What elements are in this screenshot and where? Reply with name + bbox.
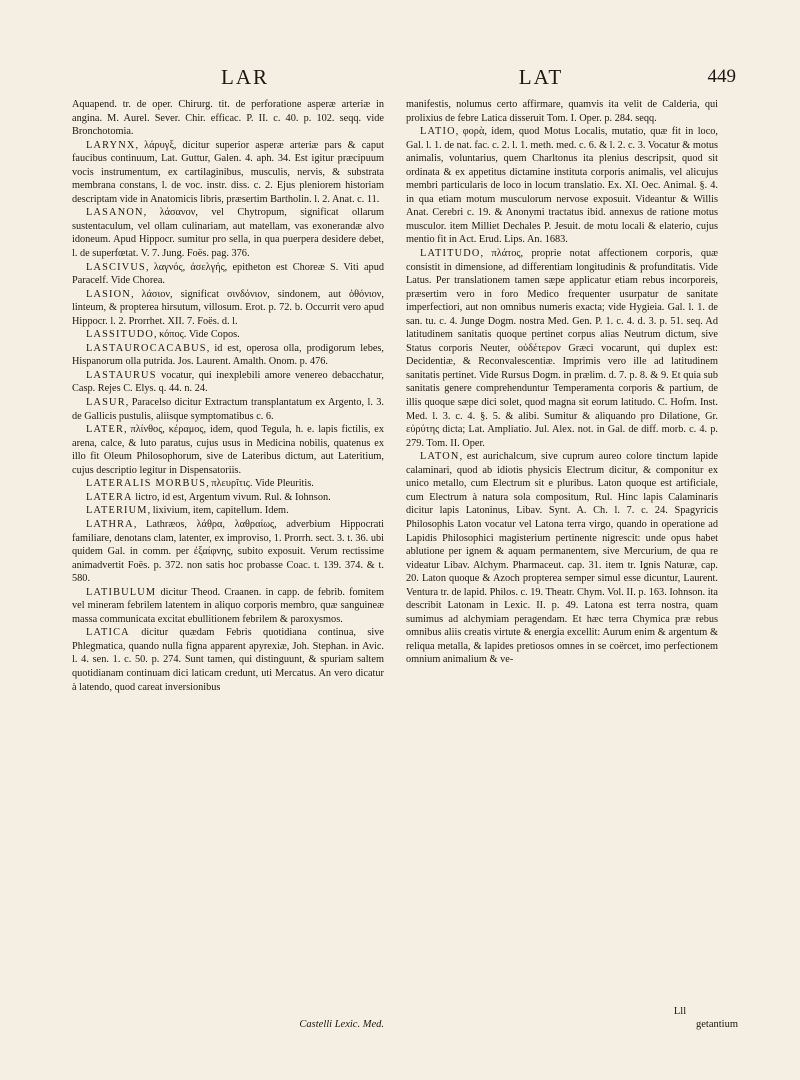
- entry-text: dicitur quædam Febris quotidiana continua, sive Phlegmatica, quando nulla figna apparent apyrexiæ, Joh. Stephan. in Avic. l. 4. sen. 1. c. 50. p. 274. Sunt tamen, qui distinguunt, & spuriam saltem quotidianam continuam dici laticam credunt, uti Mercatus. An vero dicatur à latendo, quod careat inversionibus: [72, 627, 384, 693]
- entry-text: Aquapend. tr. de oper. Chirurg. tit. de perforatione asperæ arteriæ in angina. M. Aurel. Sever. Chir. efficac. P. II. c. 40. p. 102. seqq. vide Bronchotomia.: [72, 99, 384, 138]
- entry-text: , κόπος. Vide Copos.: [154, 329, 240, 341]
- entry-headword: LATERALIS MORBUS: [86, 478, 207, 490]
- entry-text: vocatur, qui inexplebili amore venereo debacchatur, Casp. Rejes C. Elys. q. 44. n. 24.: [72, 369, 384, 395]
- dictionary-entry: [72, 504, 384, 518]
- entry-text: , est aurichalcum, sive cuprum aureo colore tinctum lapide calaminari, quod ab idiotis physicis Electrum dicitur, & componitur ex unico metallo, cum Electrum sit e pluribus. Laton quoque est artificiale, cum Electrum à natura sola compositum, Rul. Hinc lapis Calaminaris dicitur lapis Latoninus, Libav. Synt. A. Ch. l. 7. c. 24. Spagyricis Philosophis Laton vocatur vel Latona terra virgo, quando in operatione ad Lapidis Philosophici magisterium pertinente nigrescit: unde opus habet ablutione per ignem & aquam permanentem, sive Mercurium, de qua re videatur Libav. Alchym. Pharmaceut. cap. 31. item tr. Ignis Naturæ, cap. 20. Laton quoque & Azoch propterea semper simul esse dicuntur, Laurent. Ventura tr. de lapid. Philos. c. 19. Theatr. Chym. Vol. II. p. 163. Iohnson. ita describit Latonam in Lexic. II. p. 49. Latona est terra nostra, quam sumimus ad alchymiam peragendam. Et hæc terra Chymica præ rebus omnibus aliis creatis virtute & energia excellit: Aurum enim & argentum & reliqua metalla, & lapides pretiosos omnes in se coërcet, imo perfectionem omnium animalium & ve-: [406, 451, 718, 666]
- entry-headword: LASSITUDO: [86, 329, 155, 341]
- entry-text: , lixivium, item, capitellum. Idem.: [147, 505, 289, 517]
- dictionary-entry: [72, 342, 384, 369]
- dictionary-entry: [72, 98, 384, 139]
- entry-text: , Paracelso dicitur Extractum transplantatum ex Argento, l. 3. de Gallicis pustulis, aliisque symptomatibus c. 6.: [72, 397, 384, 422]
- dictionary-entry: [72, 261, 384, 288]
- dictionary-entry: [72, 423, 384, 477]
- dictionary-entry: [72, 491, 384, 505]
- signature-mark: Lll: [673, 1006, 687, 1017]
- running-title-footer: Castelli Lexic. Med.: [299, 1019, 384, 1030]
- entry-headword: LASION: [86, 288, 131, 300]
- entry-headword: LATERIUM: [86, 505, 148, 517]
- entry-headword: LASANON: [86, 207, 144, 219]
- entry-headword: LATHRA: [86, 518, 134, 530]
- dictionary-entry: [406, 450, 718, 667]
- entry-text: , πλευρῖτις. Vide Pleuritis.: [206, 478, 314, 490]
- entry-headword: LATER: [86, 424, 125, 436]
- entry-text: , πλίνθος, κέραμος, idem, quod Tegula, h. e. lapis fictilis, ex arena, calce, & luto paratus, cujus usus in Medicina nobilis, quatenus ex illo fit Oleum Philosophorum, sive de Lateribus dictum, aut Lateritium, cujus descriptio legitur in Dispensatoriis.: [72, 424, 384, 476]
- dictionary-entry: [72, 139, 384, 207]
- entry-headword: LATIO: [420, 126, 456, 138]
- entry-headword: LARYNX: [86, 139, 136, 151]
- entry-headword: LATICA: [86, 627, 130, 639]
- entry-text: , λάσανον, vel Chytropum, significat ollarum sustentaculum, vel ollam culinariam, aut matellam, vas exonerandæ alvo idoneum. Apud Hippocr. sumitur pro sella, in qua puerpera desidere debet, l. de superfœtat. V. 7. Jung. Foës. pag. 376.: [72, 207, 384, 260]
- entry-headword: LATERA: [86, 491, 133, 503]
- running-head-left: LAR: [221, 65, 269, 89]
- entry-text: , φορὰ, idem, quod Motus Localis, mutatio, quæ fit in loco, Gal. l. 1. de nat. fac. c. 2. l. 1. meth. med. c. 6. & l. 2. c. 3. Vocatur & motus animalis, voluntarius, quem Charltonus ita plenius descripsit, quod sit ordinata & ex appetitus dictamine instituta corporis animalis, vel alicujus membri particularis de loco in locum translatio. Ex. XI. Oec. Animal. §. 4. in qua etiam motum musculorum nervose exposuit. Videantur & Willis Anat. Cerebri c. 19. & Anonymi tractatus ibid. annexus de ratione motus musculor. item Milliet Dechales P. Jesuit. de motu locali & elaterio, cujus mentio fit in Act. Erud. Lips. An. 1683.: [406, 126, 718, 246]
- entry-headword: LATIBULUM: [86, 586, 157, 598]
- entry-text: manifestis, nolumus certo affirmare, quamvis ita velit de Calderia, qui prolixius de febre Latica disseruit Tom. I. Oper. p. 284. seqq.: [406, 99, 718, 124]
- dictionary-entry: [72, 518, 384, 586]
- dictionary-entry: [72, 626, 384, 694]
- left-column: [72, 98, 384, 694]
- entry-headword: LASCIVUS: [86, 261, 146, 273]
- entry-text: , πλάτος, proprie notat affectionem corporis, quæ consistit in dimensione, ad differentiam longitudinis & profunditatis. Vide Latus. Per translationem tamen sæpe applicatur etiam rebus incorporeis, præsertim vero in foro Medico frequenter usurpatur de sanitate imperfectiori, aut non omnibus numeris exacta; vide Hygieia. Gal. l. 1. de san. tu. c. 4. Junge Dogm. nostra Med. Gen. P. 1. c. 4. d. 3. p. 51. seq. Ad latitudinem sanitatis quoque pertinet corpus alias Neutrum dictum, sive Status corporis Neuter, οὐδέτερον Græci vocarunt, qui duplex est: Decidentiæ, & Reconvalescentiæ. Imprimis vero ille ad latitudinem sanitatis pertinet. Vide Rursus Dogm. in prælim. d. 7. p. 8. & 9. Et quia sub sanitatis genere comprehenduntur Temperamenta corporis & partium, de illis quoque sæpe dici solet, quod magna sit eorum latitudo. C. Hofm. Inst. Med. l. 3. c. 4. §. 5. & alibi. Sumitur & aliquando pro Dilatione, Gr. εὐρύτης dicta; Lat. Ampliatio. Jul. Alex. not. in Gal. de diff. morb. c. 4. p. 279. Tom. II. Oper.: [406, 248, 718, 449]
- page-number: 449: [707, 66, 736, 87]
- entry-text: , λάσιον, significat σινδόνιον, sindonem, aut ὀθόνιον, linteum, & propterea hirsutum, villosum. Erot. p. 72. b. Occurrit vero apud Hippocr. l. 2. Prorrhet. XII. 7. Foës. d. l.: [72, 288, 384, 327]
- entry-headword: LASUR: [86, 397, 126, 409]
- entry-text: , λαγνός, ἀσελγής, epitheton est Choreæ S. Viti apud Paracelf. Vide Chorea.: [72, 261, 384, 287]
- dictionary-entry: [72, 369, 384, 396]
- entry-headword: LASTAUROCACABUS: [86, 342, 207, 354]
- dictionary-entry: [406, 247, 718, 450]
- right-column: [406, 98, 718, 667]
- dictionary-entry: [72, 477, 384, 491]
- entry-text: dicitur Theod. Craanen. in capp. de febrib. fomitem vel mineram febrilem latentem in aliquo corporis membro, quæ sanguineæ massa communicata excitat ebullitionem febrilem & paroxysmos.: [72, 586, 384, 625]
- dictionary-entry: [406, 98, 718, 125]
- entry-headword: LASTAURUS: [86, 369, 157, 381]
- dictionary-entry: [406, 125, 718, 247]
- entry-headword: LATON: [420, 451, 460, 463]
- dictionary-entry: [72, 288, 384, 329]
- entry-headword: LATITUDO: [420, 248, 481, 260]
- entry-text: , id est, operosa olla, prodigorum lebes, Hispanorum olla putrida. Jos. Laurent. Amalth. Onom. p. 476.: [72, 342, 384, 368]
- catchword: getantium: [696, 1019, 738, 1030]
- dictionary-entry: [72, 328, 384, 342]
- dictionary-entry: [72, 586, 384, 627]
- entry-text: , λάρυγξ, dicitur superior asperæ arteriæ pars & caput faucibus continuum, Lat. Guttur, Galen. 4. aph. 34. Est igitur præcipuum vocis instrumentum, ex cartilaginibus, musculis, nervis, & substrata membrana constans, l. de voc. instr. diss. c. 2. Ejus pleniorem historiam descriptam vide in Anatomicis libris, præsertim Bartholin. l. 2. Anat. c. 11.: [72, 139, 384, 205]
- dictionary-entry: [72, 396, 384, 423]
- entry-text: lictro, id est, Argentum vivum. Rul. & Iohnson.: [132, 491, 331, 503]
- dictionary-entry: [72, 206, 384, 260]
- running-head-center: LAT: [518, 65, 564, 89]
- entry-text: , Lathræos, λάθρα, λαθραίως, adverbium Hippocrati familiare, denotans clam, latenter, ex improviso, 1. Prorrh. sect. 3. t. 36. ubi quidem Gal. in comm. per ἐξαίφνης, subito exposuit. Verum rectissime animadvertit Foës. p. 372. non satis hoc probasse Coac. t. 139. 374. & t. 580.: [72, 518, 384, 585]
